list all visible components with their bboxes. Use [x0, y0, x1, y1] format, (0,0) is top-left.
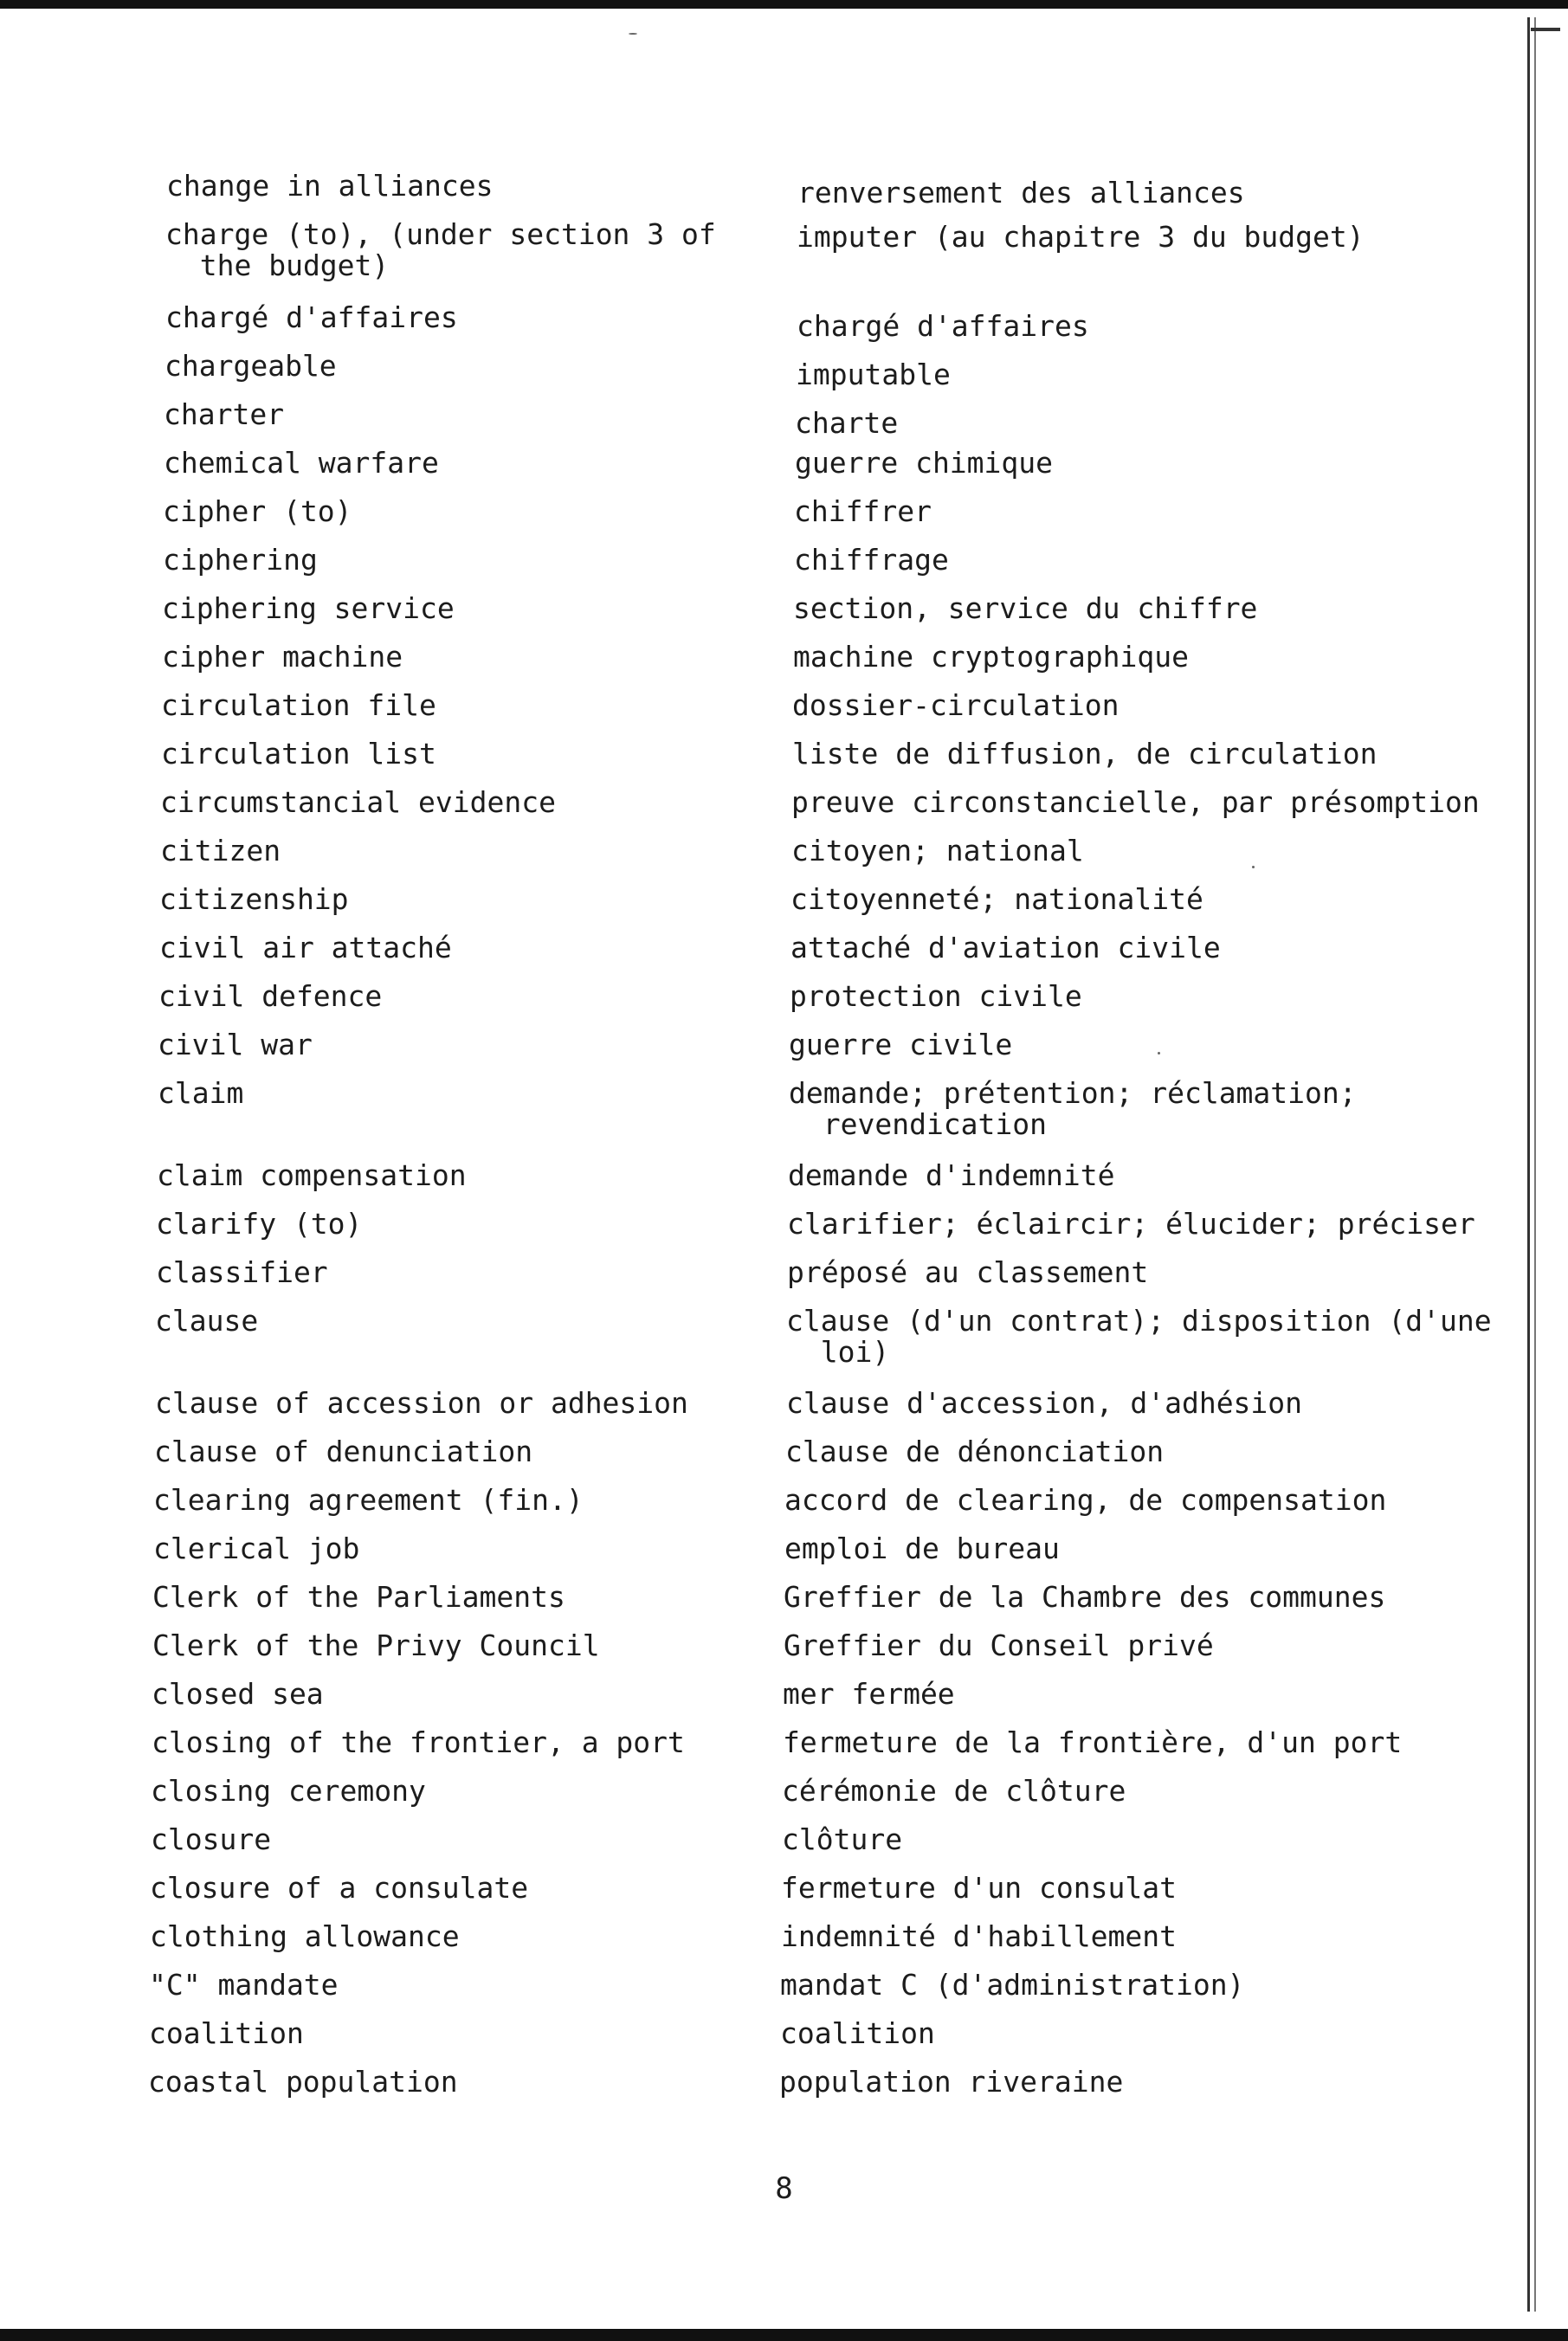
entry-english-term: citizenship: [159, 882, 349, 916]
entry-english-term: "C" mandate: [149, 1968, 339, 2002]
entry-english-term: clause of denunciation: [154, 1435, 533, 1468]
entry-english-term: clarify (to): [156, 1207, 363, 1241]
entry-english-term: ciphering service: [162, 591, 455, 625]
entry-french-term: demande; prétention; réclamation; revendication: [789, 1076, 1357, 1141]
entry-english-term: closed sea: [152, 1677, 324, 1711]
entry-english-term: clearing agreement (fin.): [153, 1483, 584, 1517]
entry-english-term: civil war: [158, 1028, 313, 1061]
entry-french-term: accord de clearing, de compensation: [784, 1483, 1387, 1517]
entry-french-term: mer fermée: [783, 1677, 955, 1711]
entry-french-term: citoyenneté; nationalité: [790, 882, 1203, 916]
entry-english-term: circumstancial evidence: [160, 785, 556, 819]
entry-english-term: coastal population: [148, 2065, 458, 2099]
entry-english-term: charter: [164, 397, 285, 431]
entry-english-term: circulation list: [161, 737, 436, 771]
scan-speck: [1158, 1052, 1160, 1054]
entry-english-term: change in alliances: [166, 169, 494, 203]
right-scan-edge: [1527, 17, 1536, 2312]
entry-french-term: cérémonie de clôture: [782, 1774, 1126, 1808]
entry-french-term: emploi de bureau: [784, 1532, 1060, 1565]
entry-french-term: mandat C (d'administration): [780, 1968, 1245, 2002]
entry-french-term: coalition: [780, 2016, 935, 2050]
entry-french-term: clôture: [782, 1822, 903, 1856]
entry-french-term: guerre chimique: [795, 446, 1054, 480]
entry-french-term: clarifier; éclaircir; élucider; préciser: [787, 1207, 1475, 1241]
entry-french-term: liste de diffusion, de circulation: [792, 737, 1378, 771]
entry-english-term: chargé d'affaires: [165, 300, 458, 334]
entry-french-term: fermeture de la frontière, d'un port: [783, 1725, 1403, 1759]
entry-english-term: ciphering: [163, 543, 318, 577]
entry-english-term: citizen: [160, 834, 281, 867]
entry-english-term: claim compensation: [157, 1158, 467, 1192]
bottom-scan-border: [0, 2329, 1568, 2341]
entry-french-term: clause d'accession, d'adhésion: [786, 1386, 1303, 1420]
entry-english-term: civil air attaché: [159, 931, 452, 964]
entry-english-term: clause: [155, 1304, 259, 1338]
entry-english-term: closure: [151, 1822, 272, 1856]
scan-speck: [1252, 866, 1255, 868]
entry-english-term: chemical warfare: [164, 446, 439, 480]
entry-french-term: clause de dénonciation: [785, 1435, 1165, 1468]
entry-english-term: clause of accession or adhesion: [155, 1386, 688, 1420]
entry-french-term: population riveraine: [779, 2065, 1124, 2099]
entry-english-term: Clerk of the Parliaments: [152, 1580, 565, 1614]
entry-english-term: Clerk of the Privy Council: [152, 1628, 600, 1662]
entry-french-term: chargé d'affaires: [797, 309, 1089, 343]
entry-french-term: preuve circonstancielle, par présomption: [791, 785, 1480, 819]
entry-french-term: préposé au classement: [787, 1255, 1149, 1289]
entry-french-term: charte: [795, 406, 899, 440]
entry-english-term: circulation file: [161, 688, 436, 722]
entry-english-term: claim: [158, 1076, 244, 1110]
entry-french-term: Greffier de la Chambre des communes: [784, 1580, 1386, 1614]
entry-french-term: machine cryptographique: [793, 640, 1189, 674]
top-scan-border: [0, 0, 1568, 9]
entry-french-term: imputable: [796, 358, 951, 391]
entry-english-term: clothing allowance: [150, 1919, 460, 1953]
entry-french-term: Greffier du Conseil privé: [784, 1628, 1214, 1662]
right-edge-mark: [1531, 28, 1560, 31]
entry-french-term: guerre civile: [789, 1028, 1013, 1061]
scan-speck: [629, 33, 637, 35]
entry-french-term: citoyen; national: [791, 834, 1084, 867]
entry-french-term: protection civile: [790, 979, 1082, 1013]
entry-english-term: cipher machine: [162, 640, 403, 674]
entry-french-term: renversement des alliances: [797, 176, 1245, 210]
entry-english-term: charge (to), (under section 3 of the budget): [165, 217, 716, 282]
entry-english-term: cipher (to): [163, 494, 352, 528]
entry-english-term: coalition: [149, 2016, 304, 2050]
entry-french-term: chiffrage: [794, 543, 949, 577]
entry-french-term: chiffrer: [794, 494, 932, 528]
entry-french-term: demande d'indemnité: [788, 1158, 1115, 1192]
entry-english-term: civil defence: [158, 979, 383, 1013]
entry-english-term: clerical job: [153, 1532, 360, 1565]
entry-english-term: closure of a consulate: [150, 1871, 529, 1905]
entry-french-term: clause (d'un contrat); disposition (d'une loi): [786, 1304, 1492, 1369]
entry-french-term: imputer (au chapitre 3 du budget): [797, 220, 1365, 254]
entry-english-term: chargeable: [165, 349, 337, 383]
entry-english-term: closing of the frontier, a port: [152, 1725, 685, 1759]
page-number: 8: [775, 2171, 793, 2206]
entry-french-term: section, service du chiffre: [793, 591, 1258, 625]
entry-french-term: dossier-circulation: [792, 688, 1120, 722]
entry-french-term: fermeture d'un consulat: [781, 1871, 1177, 1905]
entry-english-term: closing ceremony: [151, 1774, 426, 1808]
entry-english-term: classifier: [156, 1255, 328, 1289]
entry-french-term: attaché d'aviation civile: [790, 931, 1221, 964]
entry-french-term: indemnité d'habillement: [781, 1919, 1177, 1953]
